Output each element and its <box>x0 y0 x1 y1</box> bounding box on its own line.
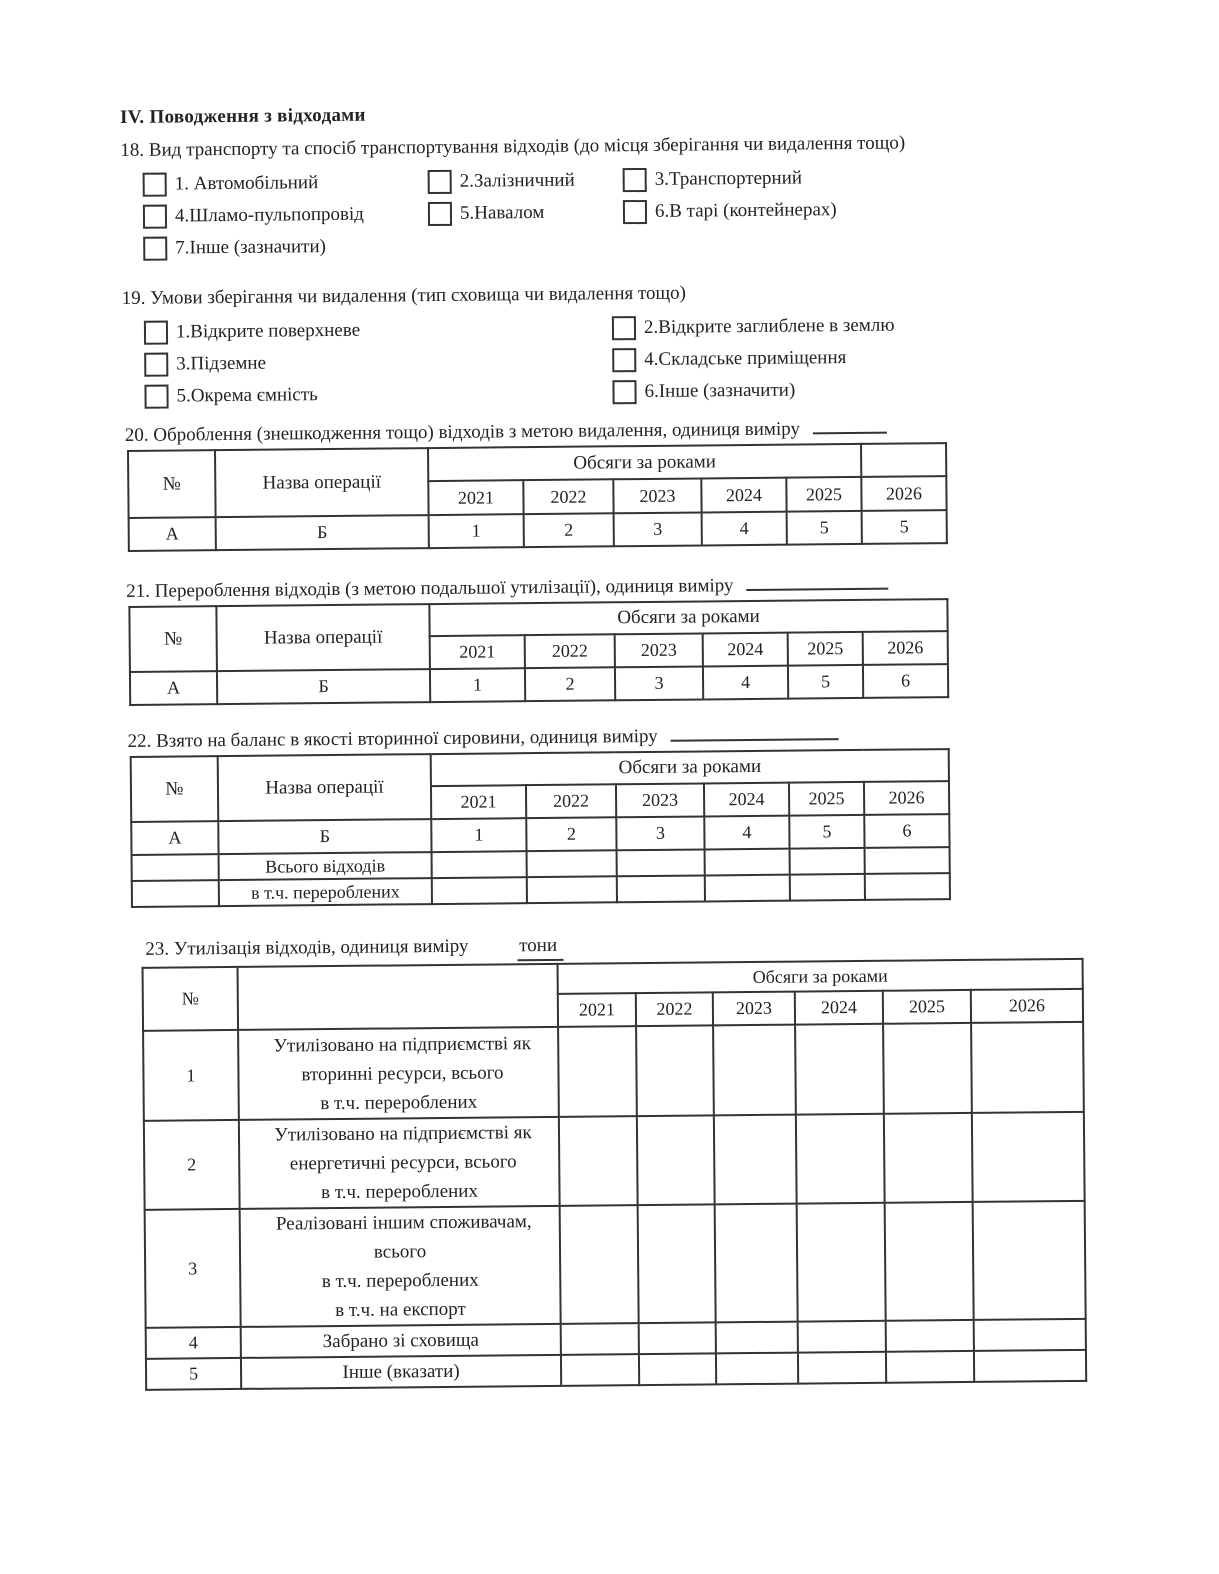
t23-value-cell <box>886 1351 974 1383</box>
t20-span-header: Обсяги за роками <box>428 444 861 481</box>
t22-code-a: А <box>131 821 218 855</box>
t22-unit-blank-line[interactable] <box>670 723 838 742</box>
t20-no-header: № <box>128 450 216 518</box>
t20-year-2022: 2022 <box>523 479 613 514</box>
checkbox-q19-1[interactable] <box>144 320 168 344</box>
t22-code-6: 6 <box>864 814 949 848</box>
q19-option-6-label: 6.Інше (зазначити) <box>644 379 796 402</box>
t23-value-cell <box>639 1353 716 1385</box>
t23-year-2025: 2025 <box>883 990 971 1024</box>
t22-value-cell <box>432 877 527 904</box>
q19-option-1 <box>144 312 612 347</box>
t20-year-2026: 2026 <box>861 476 946 511</box>
t21-span-header: Обсяги за роками <box>429 599 947 636</box>
t23-row2-num: 2 <box>144 1120 240 1210</box>
t23-row3-desc <box>240 1206 561 1327</box>
q18-option-3-label: 3.Транспортерний <box>654 166 803 190</box>
t23-year-2023: 2023 <box>713 992 795 1026</box>
t21-code-2: 2 <box>525 667 615 701</box>
t22-year-2024: 2024 <box>704 783 789 817</box>
t20-name-header: Назва операції <box>215 448 429 517</box>
t22-value-cell <box>617 849 705 876</box>
desc-line: Утилізовано на підприємстві як <box>273 1032 531 1057</box>
t23-year-2024: 2024 <box>795 991 883 1025</box>
table-22 <box>130 748 951 908</box>
q19-option-4-label: 4.Складське приміщення <box>644 346 847 370</box>
t23-row1-num: 1 <box>143 1030 239 1121</box>
t23-year-2026: 2026 <box>971 989 1083 1023</box>
q18-option-5-label: 5.Навалом <box>459 201 545 224</box>
t21-year-2024: 2024 <box>703 633 788 667</box>
q18-option-4-label: 4.Шламо-пульпопровід <box>174 203 364 226</box>
t22-value-cell <box>527 850 617 877</box>
t22-span-header: Обсяги за роками <box>431 749 949 786</box>
t22-code-1: 1 <box>431 818 526 852</box>
t23-desc-header-empty <box>238 964 559 1030</box>
t22-extra1-no-cell <box>132 854 219 881</box>
t22-value-cell <box>705 875 790 902</box>
t21-title-text: 21. Перероблення відходів (з метою подальшої утилізації), одиниця виміру <box>126 575 734 602</box>
t20-title <box>125 414 1123 448</box>
q19-option-2 <box>612 307 1122 343</box>
t20-code-5: 5 <box>787 511 862 545</box>
t23-value-cell <box>636 1025 714 1116</box>
checkbox-q18-2[interactable] <box>428 169 452 193</box>
q18-options <box>121 159 1122 264</box>
q18-option-4 <box>143 198 428 232</box>
q19-option-5 <box>144 376 612 411</box>
t22-value-cell <box>865 873 950 900</box>
t21-year-2025: 2025 <box>788 632 863 666</box>
t23-value-cell <box>638 1204 716 1323</box>
t23-value-cell <box>797 1203 886 1322</box>
t22-extra2-no-cell <box>132 880 219 907</box>
t20-code-6: 5 <box>862 510 947 544</box>
t23-value-cell <box>558 1026 637 1117</box>
t20-year-2023: 2023 <box>613 478 701 513</box>
t20-code-3: 3 <box>614 512 702 546</box>
checkbox-q19-4[interactable] <box>612 348 636 372</box>
t23-value-cell <box>714 1115 797 1205</box>
desc-line: енергетичні ресурси, всього <box>289 1151 517 1175</box>
t22-title <box>127 720 1125 754</box>
checkbox-q19-3[interactable] <box>144 352 168 376</box>
t23-no-header: № <box>143 967 239 1031</box>
q18-label: 18. Вид транспорту та спосіб транспортування відходів (до місця зберігання чи видалення тощо) <box>120 132 906 161</box>
checkbox-q18-4[interactable] <box>143 204 167 228</box>
table-21 <box>128 598 949 706</box>
t23-span-header: Обсяги за роками <box>558 959 1083 994</box>
desc-line: в т.ч. на експорт <box>335 1298 466 1322</box>
t21-name-header: Назва операції <box>216 604 430 671</box>
t22-year-2023: 2023 <box>616 783 704 817</box>
q18-option-5 <box>428 196 623 229</box>
desc-line: в т.ч. перероблених <box>320 1180 479 1204</box>
checkbox-q19-5[interactable] <box>144 384 168 408</box>
t21-code-a: А <box>130 671 217 705</box>
t22-value-cell <box>865 847 950 874</box>
t23-value-cell <box>561 1323 639 1355</box>
t23-value-cell <box>974 1350 1086 1382</box>
q18-option-7 <box>143 230 428 264</box>
q19-option-2-label: 2.Відкрите заглиблене в землю <box>643 314 895 338</box>
t23-value-cell <box>559 1116 638 1206</box>
t21-code-6: 6 <box>863 664 948 698</box>
t20-corner-empty-cell <box>861 443 946 477</box>
t23-row3-num: 3 <box>145 1209 241 1328</box>
checkbox-q18-1[interactable] <box>143 172 167 196</box>
t23-year-2021: 2021 <box>558 993 636 1027</box>
t21-code-5: 5 <box>788 665 863 699</box>
t23-row5-num: 5 <box>146 1358 241 1390</box>
t21-code-b: Б <box>217 669 430 704</box>
q19-options <box>122 307 1123 412</box>
t22-title-text: 22. Взято на баланс в якості вторинної сировини, одиниця виміру <box>127 725 658 752</box>
q18-option-6 <box>623 191 1121 227</box>
t22-code-2: 2 <box>526 817 616 851</box>
q19-option-3-label: 3.Підземне <box>176 352 267 374</box>
t23-value-cell <box>798 1321 886 1353</box>
t23-value-cell <box>974 1319 1086 1351</box>
t22-incl-processed-label: в т.ч. перероблених <box>219 878 432 906</box>
t23-value-cell <box>795 1024 884 1115</box>
t22-total-waste-label: Всього відходів <box>219 852 432 880</box>
t23-value-cell <box>639 1322 716 1354</box>
t22-year-2022: 2022 <box>526 784 616 818</box>
t21-unit-blank-line[interactable] <box>746 573 888 591</box>
t22-code-b: Б <box>218 819 431 854</box>
q18-option-6-label: 6.В тарі (контейнерах) <box>654 198 837 222</box>
t21-no-header: № <box>129 606 217 672</box>
t22-no-header: № <box>131 756 219 822</box>
q19-option-4 <box>612 339 1122 375</box>
q18-option-2 <box>428 164 623 197</box>
checkbox-q18-7[interactable] <box>143 236 167 260</box>
desc-line: Інше (вказати) <box>342 1360 460 1383</box>
t21-year-2021: 2021 <box>430 635 525 669</box>
desc-line: Реалізовані іншим споживачам, <box>275 1211 532 1235</box>
t22-code-3: 3 <box>616 816 704 850</box>
t21-code-3: 3 <box>615 666 703 700</box>
t20-code-a: А <box>129 517 216 551</box>
t20-code-b: Б <box>216 515 429 550</box>
t23-value-cell <box>715 1204 798 1323</box>
t22-value-cell <box>790 874 865 901</box>
t22-code-5: 5 <box>789 815 864 849</box>
t23-row1-desc <box>238 1027 559 1120</box>
t23-value-cell <box>972 1112 1085 1202</box>
t23-unit-value: тони <box>517 934 563 961</box>
t22-value-cell <box>527 876 617 903</box>
t21-year-2023: 2023 <box>615 633 703 667</box>
q19-option-3 <box>144 344 612 379</box>
t23-value-cell <box>798 1352 886 1384</box>
t22-code-4: 4 <box>704 816 789 850</box>
t22-name-header: Назва операції <box>218 754 432 821</box>
t20-year-2024: 2024 <box>701 478 786 513</box>
t22-value-cell <box>432 851 527 878</box>
t23-row5-desc <box>241 1355 561 1389</box>
t22-value-cell <box>790 848 865 875</box>
q18-option-1-label: 1. Автомобільний <box>174 171 319 194</box>
t23-value-cell <box>885 1202 974 1321</box>
t23-value-cell <box>886 1320 974 1352</box>
t22-year-2021: 2021 <box>431 785 526 819</box>
t23-title-text: 23. Утилізація відходів, одиниця виміру <box>145 935 469 960</box>
t22-value-cell <box>705 849 790 876</box>
t23-value-cell <box>560 1205 639 1324</box>
t20-year-2021: 2021 <box>428 480 523 515</box>
q19-option-5-label: 5.Окрема ємність <box>176 383 318 406</box>
t22-year-2025: 2025 <box>789 782 864 816</box>
t20-year-2025: 2025 <box>786 477 861 512</box>
t23-value-cell <box>884 1113 973 1203</box>
q18-option-2-label: 2.Залізничний <box>459 169 575 192</box>
q19-option-1-label: 1.Відкрите поверхневе <box>175 319 361 342</box>
t23-value-cell <box>713 1025 796 1116</box>
t21-title <box>126 570 1124 604</box>
checkbox-q19-6[interactable] <box>612 380 636 404</box>
t23-row4-num: 4 <box>146 1327 241 1359</box>
table-23 <box>142 958 1088 1391</box>
t20-unit-blank-line[interactable] <box>813 417 887 435</box>
t21-code-4: 4 <box>703 666 788 700</box>
t23-value-cell <box>637 1115 715 1205</box>
checkbox-q18-3[interactable] <box>623 167 647 191</box>
t23-value-cell <box>973 1201 1086 1320</box>
t23-year-2022: 2022 <box>636 992 713 1026</box>
checkbox-q19-2[interactable] <box>612 316 636 340</box>
desc-line: вторинні ресурси, всього <box>301 1061 504 1085</box>
t20-code-1: 1 <box>429 514 524 548</box>
q19-label: 19. Умови зберігання чи видалення (тип сховища чи видалення тощо) <box>121 282 687 309</box>
table-20 <box>127 442 948 552</box>
t21-year-2022: 2022 <box>525 634 615 668</box>
t20-code-2: 2 <box>524 513 614 547</box>
t23-value-cell <box>796 1114 885 1204</box>
q18-option-3 <box>623 159 1121 195</box>
t21-year-2026: 2026 <box>863 631 948 665</box>
t23-row2-desc <box>239 1117 560 1209</box>
t21-code-1: 1 <box>430 668 525 702</box>
q19-option-6 <box>612 371 1122 407</box>
t22-value-cell <box>617 875 705 902</box>
q18-option-1 <box>143 166 428 200</box>
t23-value-cell <box>883 1023 972 1114</box>
desc-line: в т.ч. перероблених <box>320 1091 478 1114</box>
t22-year-2026: 2026 <box>864 781 949 815</box>
checkbox-q18-6[interactable] <box>623 199 647 223</box>
checkbox-q18-5[interactable] <box>428 201 452 225</box>
desc-line: в т.ч. перероблених <box>321 1269 479 1293</box>
t20-code-4: 4 <box>702 512 787 546</box>
desc-line: всього <box>373 1241 427 1263</box>
form-content <box>120 96 1131 1391</box>
t23-row4-desc <box>241 1324 561 1358</box>
t20-title-text: 20. Оброблення (знешкодження тощо) відходів з метою видалення, одиниця виміру <box>124 418 801 446</box>
t23-value-cell <box>971 1022 1084 1113</box>
t23-value-cell <box>716 1322 798 1354</box>
q18-option-7-label: 7.Інше (зазначити) <box>175 235 327 258</box>
desc-line: Утилізовано на підприємстві як <box>274 1122 532 1146</box>
t23-value-cell <box>561 1354 639 1386</box>
section-title: IV. Поводження з відходами <box>120 104 366 128</box>
desc-line: Забрано зі сховища <box>322 1329 479 1353</box>
t23-value-cell <box>716 1353 798 1385</box>
